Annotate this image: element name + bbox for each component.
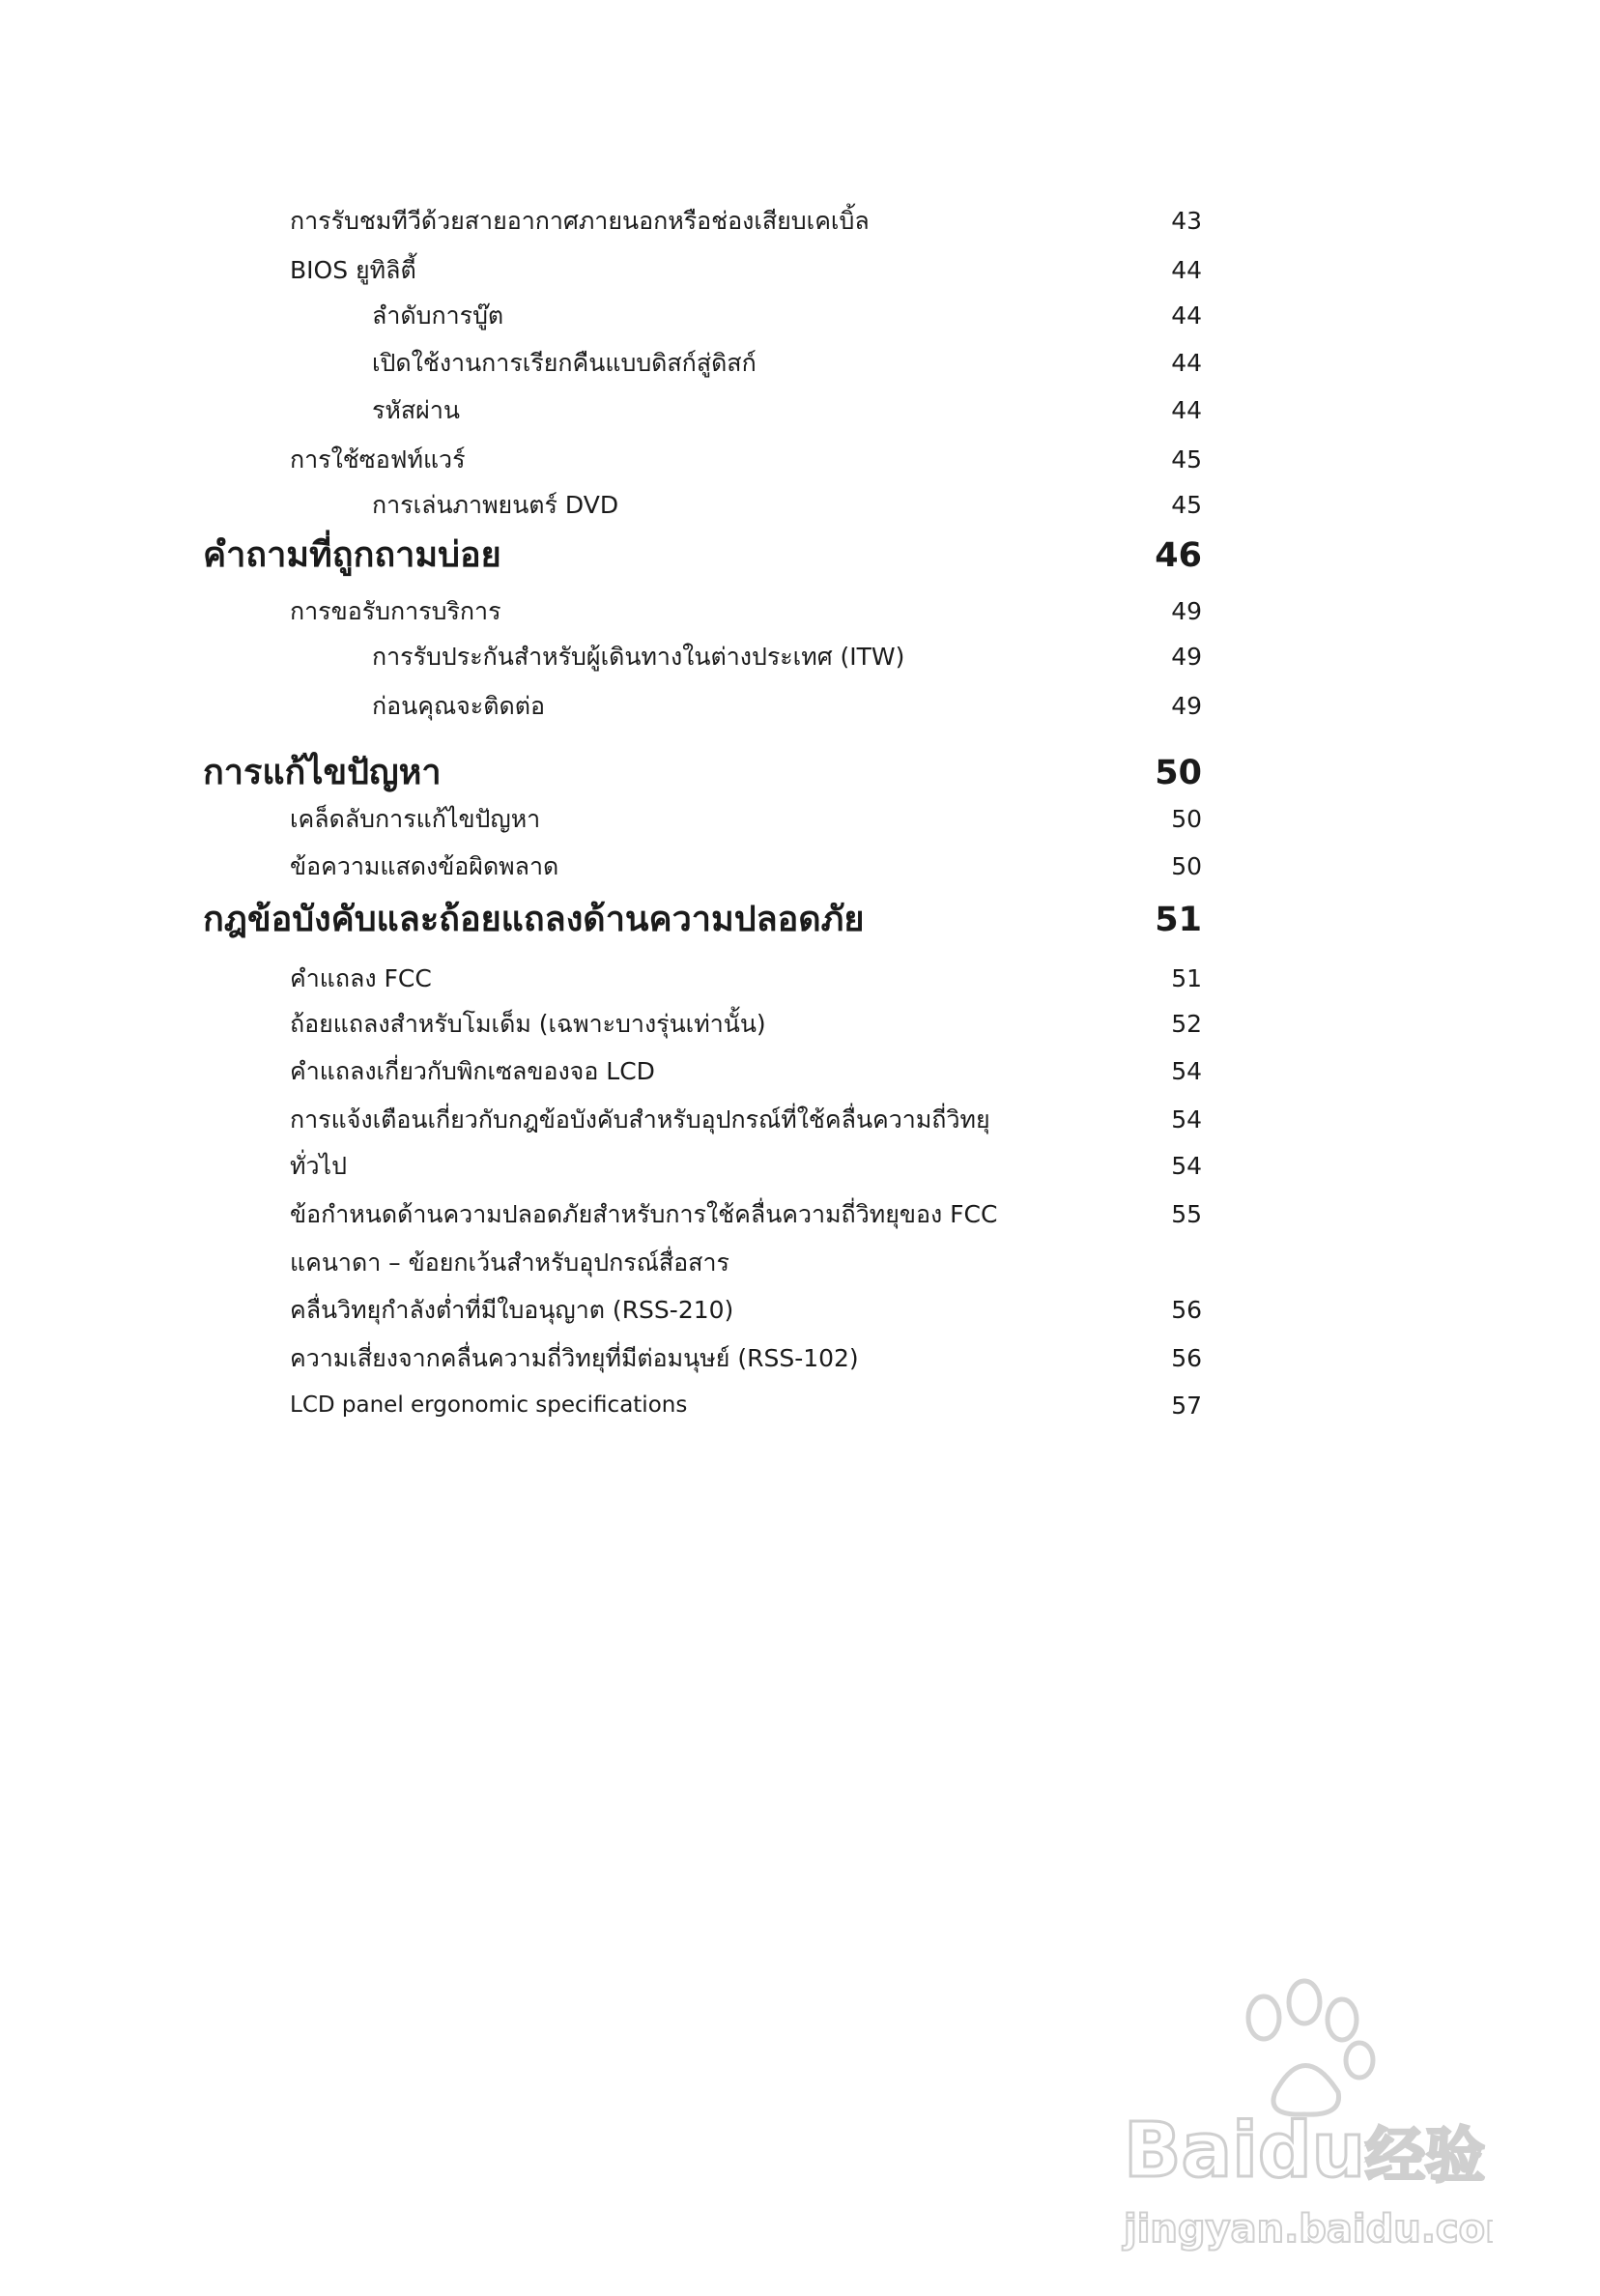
- toc-page-number: 49: [1171, 597, 1202, 625]
- toc-page-number: 54: [1171, 1152, 1202, 1180]
- toc-entry[interactable]: [0, 955, 1600, 1002]
- toc-entry-title: BIOS ยูทิลิตี้: [290, 256, 416, 284]
- toc-entry-title: การแก้ไขปัญหา: [203, 753, 442, 792]
- watermark-url: jingyan.baidu.com: [1124, 2207, 1493, 2252]
- toc-page-number: 45: [1171, 491, 1202, 519]
- toc-entry-title: คำถามที่ถูกถามบ่อย: [203, 535, 501, 575]
- toc-entry-title: LCD panel ergonomic specifications: [290, 1392, 688, 1418]
- toc-entry-title: เปิดใช้งานการเรียกคืนแบบดิสก์สู่ดิสก์: [372, 349, 757, 377]
- paw-logo-icon: [1106, 1971, 1493, 2261]
- toc-entry[interactable]: [0, 1335, 1600, 1382]
- toc-entry-title: การขอรับการบริการ: [290, 597, 501, 625]
- toc-page-number: 54: [1171, 1057, 1202, 1085]
- toc-entry-title: รหัสผ่าน: [372, 396, 460, 424]
- toc-entry-title: การรับชมทีวีด้วยสายอากาศภายนอกหรือช่องเสียบเคเบิ้ล: [290, 207, 870, 235]
- toc-page-number: 50: [1171, 805, 1202, 833]
- toc-entry-title: คำแถลงเกี่ยวกับพิกเซลของจอ LCD: [290, 1057, 655, 1085]
- toc-page-number: 50: [1171, 852, 1202, 880]
- toc-entry-title: แคนาดา – ข้อยกเว้นสำหรับอุปกรณ์สื่อสาร: [290, 1248, 729, 1277]
- toc-entry[interactable]: [0, 795, 1600, 843]
- toc-entry-title: การรับประกันสำหรับผู้เดินทางในต่างประเทศ (ITW): [372, 643, 905, 671]
- toc-page-number: 54: [1171, 1105, 1202, 1134]
- toc-entry[interactable]: [0, 197, 1600, 244]
- toc-entry[interactable]: [0, 588, 1600, 635]
- toc-page-number: 44: [1171, 301, 1202, 330]
- toc-page-number: 44: [1171, 349, 1202, 377]
- toc-entry-title: ข้อความแสดงข้อผิดพลาด: [290, 852, 559, 880]
- toc-entry[interactable]: [0, 1382, 1600, 1429]
- toc-entry-title: เคล็ดลับการแก้ไขปัญหา: [290, 805, 541, 833]
- toc-page-number: 50: [1155, 754, 1202, 792]
- toc-page-number: 55: [1171, 1200, 1202, 1228]
- toc-entry-title: ทั่วไป: [290, 1152, 347, 1180]
- toc-entry[interactable]: [0, 387, 1600, 434]
- toc-page-number: 49: [1171, 643, 1202, 671]
- toc-entry-title: ถ้อยแถลงสำหรับโมเด็ม (เฉพาะบางรุ่นเท่านั้น): [290, 1010, 766, 1038]
- toc-entry[interactable]: [0, 292, 1600, 339]
- toc-entry[interactable]: [0, 1096, 1600, 1143]
- toc-entry-title: ก่อนคุณจะติดต่อ: [372, 692, 545, 720]
- toc-page-number: 44: [1171, 256, 1202, 284]
- toc-page-number: 43: [1171, 207, 1202, 235]
- toc-entry[interactable]: [0, 633, 1600, 680]
- toc-entry-title: ความเสี่ยงจากคลื่นความถี่วิทยุที่มีต่อมนุษย์ (RSS-102): [290, 1344, 859, 1372]
- toc-entry[interactable]: [0, 436, 1600, 483]
- toc-page-number: 45: [1171, 445, 1202, 474]
- toc-entry[interactable]: [0, 246, 1600, 294]
- toc-chapter-entry[interactable]: [0, 744, 1600, 802]
- toc-entry[interactable]: [0, 1286, 1600, 1334]
- toc-entry[interactable]: [0, 1142, 1600, 1190]
- toc-page-number: 46: [1155, 536, 1202, 575]
- toc-page-number: 57: [1171, 1392, 1202, 1420]
- toc-entry-title: คลื่นวิทยุกำลังต่ำที่มีใบอนุญาต (RSS-210): [290, 1296, 734, 1324]
- toc-entry-title: ข้อกำหนดด้านความปลอดภัยสำหรับการใช้คลื่นความถี่วิทยุของ FCC: [290, 1200, 998, 1228]
- toc-page-number: 51: [1171, 964, 1202, 992]
- toc-entry[interactable]: [0, 1191, 1600, 1238]
- brand-wordmark: Baidu: [1124, 2108, 1366, 2195]
- toc-entry-title: คำแถลง FCC: [290, 964, 432, 992]
- toc-page-number: 52: [1171, 1010, 1202, 1038]
- toc-entry[interactable]: [0, 843, 1600, 890]
- toc-entry-title: กฎข้อบังคับและถ้อยแถลงด้านความปลอดภัย: [203, 900, 865, 939]
- toc-page-number: 44: [1171, 396, 1202, 424]
- toc-page-number: 56: [1171, 1296, 1202, 1324]
- toc-page-number: 49: [1171, 692, 1202, 720]
- brand-wordmark-cn: 经验: [1365, 2120, 1486, 2191]
- toc-entry-title: การเล่นภาพยนตร์ DVD: [372, 491, 619, 519]
- toc-entry-title: การใช้ซอฟท์แวร์: [290, 445, 466, 474]
- toc-chapter-entry[interactable]: [0, 891, 1600, 949]
- toc-chapter-entry[interactable]: [0, 527, 1600, 585]
- toc-entry[interactable]: [0, 1048, 1600, 1095]
- toc-entry-title: ลำดับการบู๊ต: [372, 301, 504, 330]
- baidu-jingyan-watermark: [1106, 1971, 1493, 2261]
- toc-page-number: 51: [1155, 901, 1202, 939]
- toc-entry[interactable]: [0, 1239, 1600, 1286]
- toc-entry-title: การแจ้งเตือนเกี่ยวกับกฎข้อบังคับสำหรับอุปกรณ์ที่ใช้คลื่นความถี่วิทยุ: [290, 1105, 990, 1134]
- toc-entry[interactable]: [0, 339, 1600, 387]
- toc-entry[interactable]: [0, 1000, 1600, 1048]
- toc-entry[interactable]: [0, 682, 1600, 730]
- toc-entry[interactable]: [0, 481, 1600, 529]
- toc-page-number: 56: [1171, 1344, 1202, 1372]
